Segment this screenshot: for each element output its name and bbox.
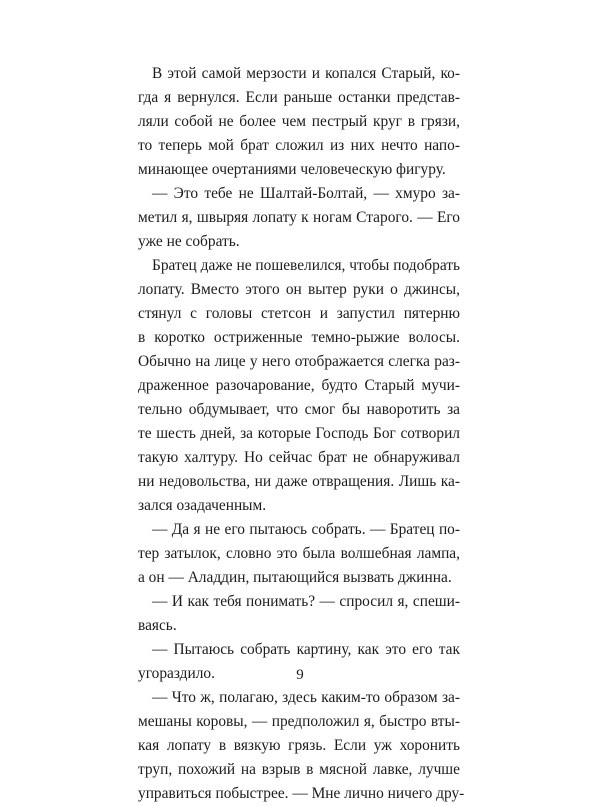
text-line: зался озадаченным. xyxy=(138,497,267,514)
text-line: ляли собой не более чем пестрый круг в грязи, xyxy=(138,113,460,130)
text-line: — Что ж, полагаю, здесь каким-то образом за- xyxy=(152,689,460,706)
text-line: минающее очертаниями человеческую фигуру. xyxy=(138,161,446,178)
text-line: — Да я не его пытаюсь собрать. — Братец по- xyxy=(152,521,460,538)
text-line: — Это тебе не Шалтай-Болтай, — хмуро за- xyxy=(152,185,460,202)
text-line: Обычно на лице у него отображается слегка раз- xyxy=(138,353,460,370)
text-line: стянул с головы стетсон и запустил пятерню xyxy=(138,305,460,322)
text-line: Братец даже не пошевелился, чтобы подобрать xyxy=(152,257,460,274)
text-line: кая лопату в вязкую грязь. Если уж хоронить xyxy=(138,737,460,754)
text-line: В этой самой мерзости и копался Старый, ко- xyxy=(152,65,460,82)
text-line: — И как тебя понимать? — спросил я, спеши- xyxy=(152,593,460,610)
text-line: уже не собрать. xyxy=(138,233,240,250)
text-line: те шесть дней, за которые Господь Бог сотворил xyxy=(138,425,460,442)
text-line: такую халтуру. Но сейчас брат не обнаруживал xyxy=(138,449,460,466)
page-number: 9 xyxy=(296,667,304,683)
text-line: гда я вернулся. Если раньше останки представ- xyxy=(138,89,460,106)
text-line: драженное разочарование, будто Старый мучи- xyxy=(138,377,460,394)
text-line: лопату. Вместо этого он вытер руки о джинсы, xyxy=(138,281,460,298)
text-line: ни недовольства, ни даже отвращения. Лишь ка- xyxy=(138,473,460,490)
text-line: труп, похожий на взрыв в мясной лавке, лучше xyxy=(138,761,460,778)
text-line: тер затылок, словно это была волшебная лампа, xyxy=(138,545,460,562)
text-line: метил я, швыряя лопату к ногам Старого. — Его xyxy=(138,209,460,226)
text-line: управиться побыстрее. — Мне лично ничего дру- xyxy=(138,785,465,802)
text-line: ваясь. xyxy=(138,617,177,634)
text-line: — Пытаюсь собрать картину, как это его так xyxy=(152,641,460,658)
text-line: а он — Аладдин, пытающийся вызвать джинна. xyxy=(138,569,452,586)
text-line: тельно обдумывает, что смог бы наворотить за xyxy=(138,401,460,418)
text-line: мешаны коровы, — предположил я, быстро вты- xyxy=(138,713,460,730)
text-line: то теперь мой брат сложил из них нечто напо- xyxy=(138,137,460,154)
body-text xyxy=(138,62,465,806)
text-line: угораздило. xyxy=(138,665,215,682)
text-line: в коротко остриженные темно-рыжие волосы. xyxy=(138,329,460,346)
